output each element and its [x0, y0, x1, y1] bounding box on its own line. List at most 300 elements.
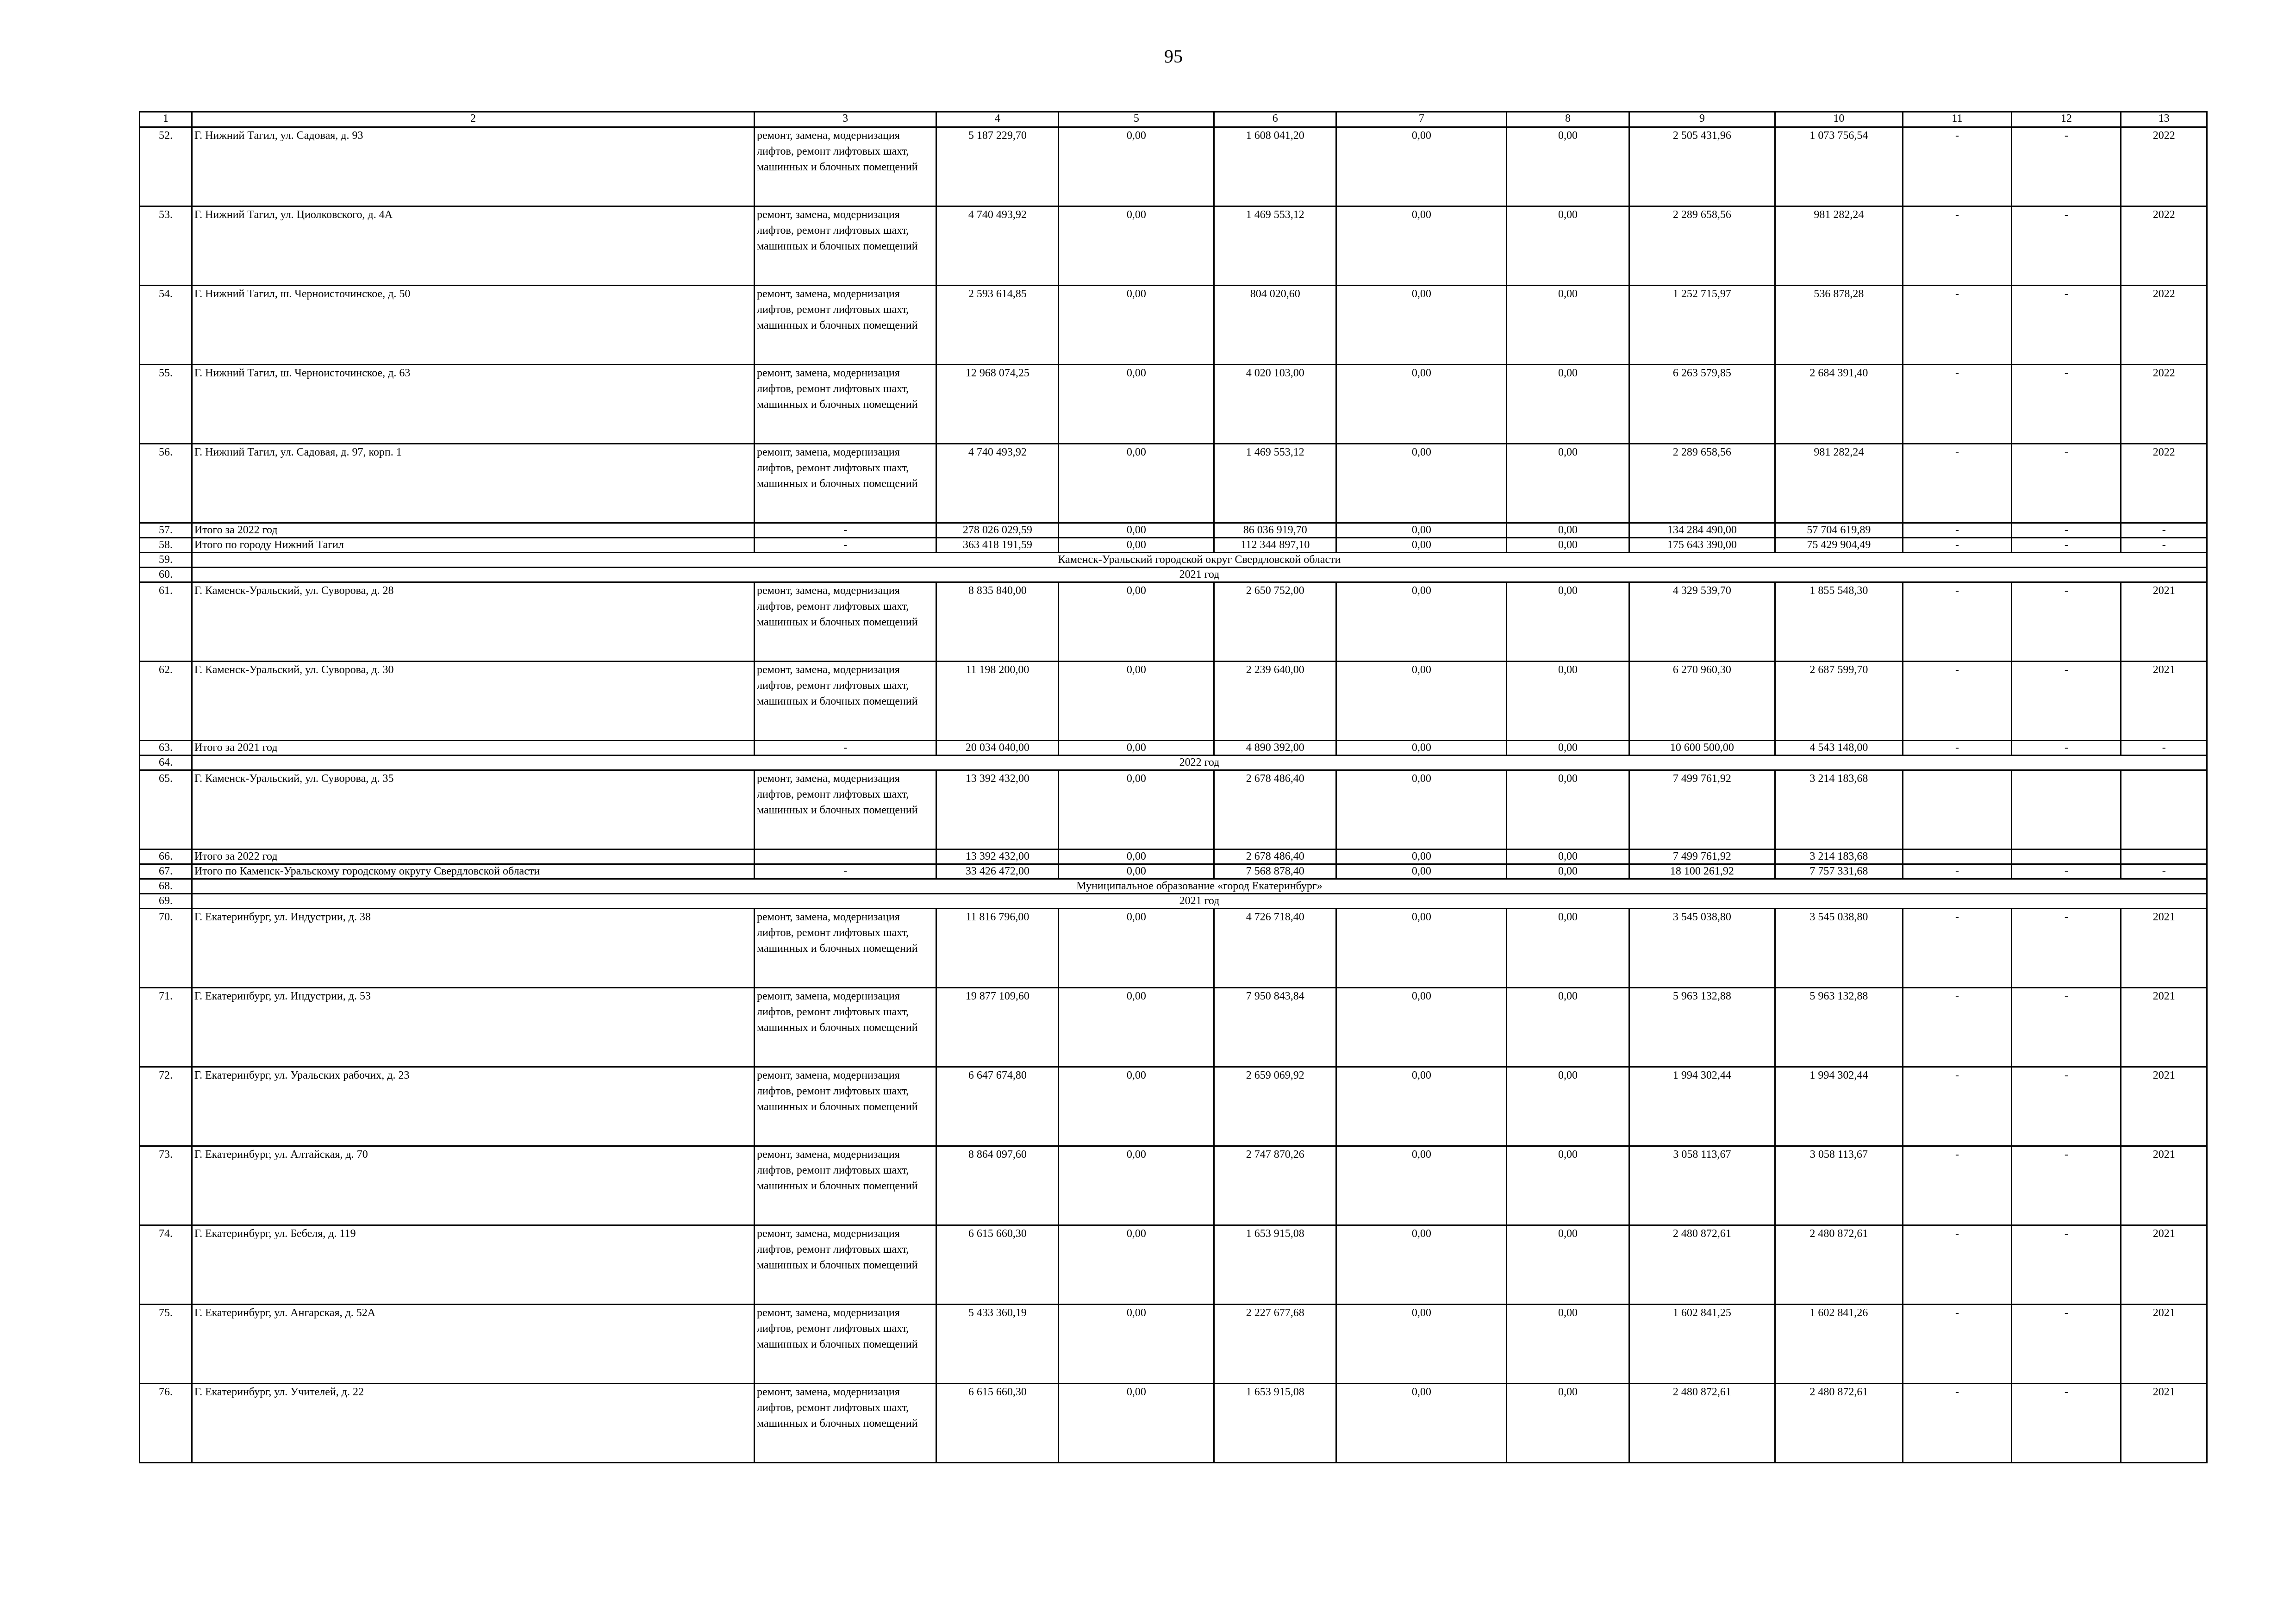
row-number: 68. — [140, 879, 192, 894]
table-row — [140, 1225, 2207, 1305]
fund-regional: 2 678 486,40 — [1214, 849, 1336, 864]
fund-operator: 1 602 841,26 — [1775, 1305, 1903, 1384]
fund-federal: 0,00 — [1059, 365, 1214, 444]
col-12: - — [2012, 741, 2121, 756]
address: Г. Екатеринбург, ул. Учителей, д. 22 — [192, 1384, 754, 1463]
fund-regional: 2 659 069,92 — [1214, 1067, 1336, 1146]
fund-other: 0,00 — [1507, 1225, 1629, 1305]
row-number: 53. — [140, 206, 192, 286]
fund-regional: 2 227 677,68 — [1214, 1305, 1336, 1384]
column-number: 8 — [1507, 112, 1629, 127]
total-cost: 4 740 493,92 — [936, 206, 1059, 286]
table-row — [140, 1067, 2207, 1146]
total-cost: 8 835 840,00 — [936, 582, 1059, 662]
col-12: - — [2012, 1225, 2121, 1305]
column-number-row — [140, 112, 2207, 127]
fund-owners: 2 505 431,96 — [1629, 127, 1775, 206]
table-body — [140, 112, 2207, 1463]
fund-other: 0,00 — [1507, 127, 1629, 206]
fund-other: 0,00 — [1507, 770, 1629, 849]
address: Итого по городу Нижний Тагил — [192, 538, 754, 553]
year: 2021 — [2121, 1146, 2207, 1225]
col-12: - — [2012, 1067, 2121, 1146]
row-number: 55. — [140, 365, 192, 444]
fund-operator: 981 282,24 — [1775, 444, 1903, 523]
fund-owners: 2 289 658,56 — [1629, 206, 1775, 286]
fund-regional: 1 653 915,08 — [1214, 1384, 1336, 1463]
row-number: 75. — [140, 1305, 192, 1384]
fund-operator: 2 687 599,70 — [1775, 662, 1903, 741]
fund-regional: 4 020 103,00 — [1214, 365, 1336, 444]
year: 2021 — [2121, 1225, 2207, 1305]
total-cost: 4 740 493,92 — [936, 444, 1059, 523]
col-11: - — [1903, 909, 2012, 988]
fund-federal: 0,00 — [1059, 1384, 1214, 1463]
fund-other: 0,00 — [1507, 1305, 1629, 1384]
total-cost: 6 615 660,30 — [936, 1225, 1059, 1305]
work-type: ремонт, замена, модернизация лифтов, ремонт лифтовых шахт, машинных и блочных помещений — [754, 206, 936, 286]
section-title: Каменск-Уральский городской округ Свердловской области — [192, 553, 2207, 568]
row-number: 56. — [140, 444, 192, 523]
section-row — [140, 879, 2207, 894]
column-number: 9 — [1629, 112, 1775, 127]
fund-local: 0,00 — [1336, 741, 1507, 756]
address: Г. Екатеринбург, ул. Уральских рабочих, д. 23 — [192, 1067, 754, 1146]
fund-owners: 1 994 302,44 — [1629, 1067, 1775, 1146]
year: 2021 — [2121, 582, 2207, 662]
col-11: - — [1903, 444, 2012, 523]
total-cost: 6 615 660,30 — [936, 1384, 1059, 1463]
col-12: - — [2012, 444, 2121, 523]
row-number: 54. — [140, 286, 192, 365]
total-cost: 12 968 074,25 — [936, 365, 1059, 444]
section-row — [140, 568, 2207, 582]
fund-regional: 1 469 553,12 — [1214, 444, 1336, 523]
fund-federal: 0,00 — [1059, 864, 1214, 879]
fund-operator: 1 994 302,44 — [1775, 1067, 1903, 1146]
row-number: 65. — [140, 770, 192, 849]
column-number: 3 — [754, 112, 936, 127]
total-cost: 11 198 200,00 — [936, 662, 1059, 741]
total-cost: 8 864 097,60 — [936, 1146, 1059, 1225]
col-12: - — [2012, 909, 2121, 988]
fund-local: 0,00 — [1336, 864, 1507, 879]
fund-federal: 0,00 — [1059, 206, 1214, 286]
work-type: ремонт, замена, модернизация лифтов, ремонт лифтовых шахт, машинных и блочных помещений — [754, 1146, 936, 1225]
work-type: ремонт, замена, модернизация лифтов, ремонт лифтовых шахт, машинных и блочных помещений — [754, 1067, 936, 1146]
column-number: 10 — [1775, 112, 1903, 127]
fund-other: 0,00 — [1507, 662, 1629, 741]
section-row — [140, 894, 2207, 909]
col-11: - — [1903, 365, 2012, 444]
fund-local: 0,00 — [1336, 1067, 1507, 1146]
fund-other: 0,00 — [1507, 1384, 1629, 1463]
fund-operator: 75 429 904,49 — [1775, 538, 1903, 553]
fund-regional: 4 726 718,40 — [1214, 909, 1336, 988]
fund-local: 0,00 — [1336, 662, 1507, 741]
col-12: - — [2012, 365, 2121, 444]
fund-owners: 18 100 261,92 — [1629, 864, 1775, 879]
fund-federal: 0,00 — [1059, 538, 1214, 553]
fund-regional: 112 344 897,10 — [1214, 538, 1336, 553]
fund-other: 0,00 — [1507, 206, 1629, 286]
fund-federal: 0,00 — [1059, 582, 1214, 662]
fund-local: 0,00 — [1336, 988, 1507, 1067]
year: 2022 — [2121, 444, 2207, 523]
fund-local: 0,00 — [1336, 365, 1507, 444]
fund-federal: 0,00 — [1059, 909, 1214, 988]
address: Г. Екатеринбург, ул. Индустрии, д. 53 — [192, 988, 754, 1067]
year: 2021 — [2121, 662, 2207, 741]
year: 2021 — [2121, 1067, 2207, 1146]
row-number: 60. — [140, 568, 192, 582]
fund-other: 0,00 — [1507, 523, 1629, 538]
fund-owners: 1 602 841,25 — [1629, 1305, 1775, 1384]
fund-operator: 3 058 113,67 — [1775, 1146, 1903, 1225]
year: 2022 — [2121, 127, 2207, 206]
table-row — [140, 662, 2207, 741]
section-title: 2021 год — [192, 894, 2207, 909]
fund-federal: 0,00 — [1059, 1305, 1214, 1384]
row-number: 64. — [140, 756, 192, 770]
column-number: 5 — [1059, 112, 1214, 127]
col-11: - — [1903, 1305, 2012, 1384]
col-12: - — [2012, 127, 2121, 206]
year: 2021 — [2121, 1384, 2207, 1463]
address: Г. Нижний Тагил, ул. Садовая, д. 93 — [192, 127, 754, 206]
work-type: - — [754, 741, 936, 756]
fund-regional: 1 608 041,20 — [1214, 127, 1336, 206]
fund-regional: 86 036 919,70 — [1214, 523, 1336, 538]
section-title: 2021 год — [192, 568, 2207, 582]
fund-owners: 4 329 539,70 — [1629, 582, 1775, 662]
fund-owners: 3 545 038,80 — [1629, 909, 1775, 988]
fund-operator: 7 757 331,68 — [1775, 864, 1903, 879]
fund-federal: 0,00 — [1059, 286, 1214, 365]
fund-federal: 0,00 — [1059, 770, 1214, 849]
fund-federal: 0,00 — [1059, 523, 1214, 538]
fund-operator: 1 073 756,54 — [1775, 127, 1903, 206]
year: 2022 — [2121, 365, 2207, 444]
fund-operator: 5 963 132,88 — [1775, 988, 1903, 1067]
col-12: - — [2012, 523, 2121, 538]
table-row — [140, 444, 2207, 523]
fund-operator: 2 480 872,61 — [1775, 1384, 1903, 1463]
fund-local: 0,00 — [1336, 206, 1507, 286]
column-number: 4 — [936, 112, 1059, 127]
column-number: 7 — [1336, 112, 1507, 127]
fund-regional: 2 239 640,00 — [1214, 662, 1336, 741]
table-row — [140, 1384, 2207, 1463]
fund-other: 0,00 — [1507, 444, 1629, 523]
fund-owners: 7 499 761,92 — [1629, 849, 1775, 864]
work-type: ремонт, замена, модернизация лифтов, ремонт лифтовых шахт, машинных и блочных помещений — [754, 770, 936, 849]
col-12 — [2012, 770, 2121, 849]
year: - — [2121, 523, 2207, 538]
fund-operator: 2 684 391,40 — [1775, 365, 1903, 444]
fund-local: 0,00 — [1336, 1146, 1507, 1225]
fund-local: 0,00 — [1336, 523, 1507, 538]
row-number: 59. — [140, 553, 192, 568]
work-type: ремонт, замена, модернизация лифтов, ремонт лифтовых шахт, машинных и блочных помещений — [754, 127, 936, 206]
fund-owners: 6 263 579,85 — [1629, 365, 1775, 444]
year — [2121, 770, 2207, 849]
fund-owners: 5 963 132,88 — [1629, 988, 1775, 1067]
total-row — [140, 864, 2207, 879]
work-type: ремонт, замена, модернизация лифтов, ремонт лифтовых шахт, машинных и блочных помещений — [754, 1305, 936, 1384]
col-12: - — [2012, 1146, 2121, 1225]
fund-operator: 4 543 148,00 — [1775, 741, 1903, 756]
address: Г. Каменск-Уральский, ул. Суворова, д. 35 — [192, 770, 754, 849]
fund-operator: 1 855 548,30 — [1775, 582, 1903, 662]
col-11: - — [1903, 582, 2012, 662]
total-cost: 278 026 029,59 — [936, 523, 1059, 538]
row-number: 62. — [140, 662, 192, 741]
row-number: 66. — [140, 849, 192, 864]
column-number: 13 — [2121, 112, 2207, 127]
address: Г. Екатеринбург, ул. Индустрии, д. 38 — [192, 909, 754, 988]
fund-owners: 1 252 715,97 — [1629, 286, 1775, 365]
section-title: Муниципальное образование «город Екатеринбург» — [192, 879, 2207, 894]
fund-owners: 2 289 658,56 — [1629, 444, 1775, 523]
col-11: - — [1903, 1225, 2012, 1305]
col-12: - — [2012, 538, 2121, 553]
col-11 — [1903, 770, 2012, 849]
row-number: 57. — [140, 523, 192, 538]
table-row — [140, 286, 2207, 365]
row-number: 52. — [140, 127, 192, 206]
row-number: 61. — [140, 582, 192, 662]
address: Итого за 2022 год — [192, 523, 754, 538]
address: Г. Екатеринбург, ул. Ангарская, д. 52А — [192, 1305, 754, 1384]
fund-federal: 0,00 — [1059, 1146, 1214, 1225]
fund-federal: 0,00 — [1059, 127, 1214, 206]
fund-owners: 3 058 113,67 — [1629, 1146, 1775, 1225]
total-cost: 363 418 191,59 — [936, 538, 1059, 553]
fund-operator: 2 480 872,61 — [1775, 1225, 1903, 1305]
total-cost: 11 816 796,00 — [936, 909, 1059, 988]
work-type: - — [754, 538, 936, 553]
year: - — [2121, 741, 2207, 756]
fund-owners: 7 499 761,92 — [1629, 770, 1775, 849]
fund-federal: 0,00 — [1059, 1225, 1214, 1305]
row-number: 76. — [140, 1384, 192, 1463]
work-type: ремонт, замена, модернизация лифтов, ремонт лифтовых шахт, машинных и блочных помещений — [754, 1384, 936, 1463]
lift-repair-table — [139, 111, 2208, 1463]
address: Г. Нижний Тагил, ул. Садовая, д. 97, корп. 1 — [192, 444, 754, 523]
work-type: ремонт, замена, модернизация лифтов, ремонт лифтовых шахт, машинных и блочных помещений — [754, 662, 936, 741]
work-type: - — [754, 523, 936, 538]
fund-local: 0,00 — [1336, 1225, 1507, 1305]
col-11: - — [1903, 206, 2012, 286]
fund-local: 0,00 — [1336, 538, 1507, 553]
column-number: 1 — [140, 112, 192, 127]
fund-other: 0,00 — [1507, 286, 1629, 365]
year: - — [2121, 538, 2207, 553]
address: Итого за 2021 год — [192, 741, 754, 756]
address: Г. Екатеринбург, ул. Алтайская, д. 70 — [192, 1146, 754, 1225]
col-11 — [1903, 849, 2012, 864]
col-12: - — [2012, 582, 2121, 662]
row-number: 58. — [140, 538, 192, 553]
section-title: 2022 год — [192, 756, 2207, 770]
year: 2021 — [2121, 988, 2207, 1067]
col-12: - — [2012, 662, 2121, 741]
fund-federal: 0,00 — [1059, 988, 1214, 1067]
fund-other: 0,00 — [1507, 1067, 1629, 1146]
fund-federal: 0,00 — [1059, 662, 1214, 741]
page-number: 95 — [1164, 46, 1183, 67]
total-cost: 13 392 432,00 — [936, 770, 1059, 849]
row-number: 70. — [140, 909, 192, 988]
col-12 — [2012, 849, 2121, 864]
year: - — [2121, 864, 2207, 879]
column-number: 11 — [1903, 112, 2012, 127]
table-row — [140, 1305, 2207, 1384]
total-row — [140, 523, 2207, 538]
col-11: - — [1903, 286, 2012, 365]
total-cost: 2 593 614,85 — [936, 286, 1059, 365]
fund-other: 0,00 — [1507, 538, 1629, 553]
fund-regional: 7 950 843,84 — [1214, 988, 1336, 1067]
address: Г. Екатеринбург, ул. Бебеля, д. 119 — [192, 1225, 754, 1305]
col-11: - — [1903, 741, 2012, 756]
fund-operator: 981 282,24 — [1775, 206, 1903, 286]
total-cost: 5 433 360,19 — [936, 1305, 1059, 1384]
col-11: - — [1903, 538, 2012, 553]
col-12: - — [2012, 1305, 2121, 1384]
year: 2022 — [2121, 286, 2207, 365]
fund-local: 0,00 — [1336, 582, 1507, 662]
row-number: 69. — [140, 894, 192, 909]
fund-local: 0,00 — [1336, 1305, 1507, 1384]
work-type: ремонт, замена, модернизация лифтов, ремонт лифтовых шахт, машинных и блочных помещений — [754, 582, 936, 662]
col-11: - — [1903, 1067, 2012, 1146]
fund-other: 0,00 — [1507, 864, 1629, 879]
col-12: - — [2012, 864, 2121, 879]
table-row — [140, 770, 2207, 849]
section-row — [140, 553, 2207, 568]
table-row — [140, 582, 2207, 662]
fund-regional: 2 678 486,40 — [1214, 770, 1336, 849]
work-type: ремонт, замена, модернизация лифтов, ремонт лифтовых шахт, машинных и блочных помещений — [754, 909, 936, 988]
address: Итого по Каменск-Уральскому городскому округу Свердловской области — [192, 864, 754, 879]
total-cost: 33 426 472,00 — [936, 864, 1059, 879]
row-number: 73. — [140, 1146, 192, 1225]
fund-other: 0,00 — [1507, 909, 1629, 988]
year: 2021 — [2121, 909, 2207, 988]
fund-regional: 1 469 553,12 — [1214, 206, 1336, 286]
fund-other: 0,00 — [1507, 582, 1629, 662]
work-type: ремонт, замена, модернизация лифтов, ремонт лифтовых шахт, машинных и блочных помещений — [754, 988, 936, 1067]
col-11: - — [1903, 864, 2012, 879]
col-12: - — [2012, 1384, 2121, 1463]
table-row — [140, 1146, 2207, 1225]
fund-local: 0,00 — [1336, 1384, 1507, 1463]
col-11: - — [1903, 662, 2012, 741]
col-11: - — [1903, 127, 2012, 206]
table-row — [140, 127, 2207, 206]
total-cost: 5 187 229,70 — [936, 127, 1059, 206]
year — [2121, 849, 2207, 864]
table-row — [140, 206, 2207, 286]
fund-regional: 7 568 878,40 — [1214, 864, 1336, 879]
row-number: 74. — [140, 1225, 192, 1305]
fund-federal: 0,00 — [1059, 741, 1214, 756]
fund-other: 0,00 — [1507, 741, 1629, 756]
address: Г. Нижний Тагил, ул. Циолковского, д. 4А — [192, 206, 754, 286]
total-cost: 20 034 040,00 — [936, 741, 1059, 756]
fund-regional: 804 020,60 — [1214, 286, 1336, 365]
work-type: - — [754, 864, 936, 879]
fund-other: 0,00 — [1507, 988, 1629, 1067]
column-number: 2 — [192, 112, 754, 127]
fund-local: 0,00 — [1336, 444, 1507, 523]
column-number: 12 — [2012, 112, 2121, 127]
total-cost: 6 647 674,80 — [936, 1067, 1059, 1146]
table-row — [140, 988, 2207, 1067]
fund-regional: 4 890 392,00 — [1214, 741, 1336, 756]
total-row — [140, 849, 2207, 864]
fund-local: 0,00 — [1336, 849, 1507, 864]
row-number: 72. — [140, 1067, 192, 1146]
fund-local: 0,00 — [1336, 770, 1507, 849]
fund-local: 0,00 — [1336, 286, 1507, 365]
address: Г. Нижний Тагил, ш. Черноисточинское, д. 63 — [192, 365, 754, 444]
col-11: - — [1903, 1384, 2012, 1463]
address: Г. Нижний Тагил, ш. Черноисточинское, д. 50 — [192, 286, 754, 365]
table-row — [140, 909, 2207, 988]
fund-regional: 1 653 915,08 — [1214, 1225, 1336, 1305]
row-number: 63. — [140, 741, 192, 756]
col-12: - — [2012, 988, 2121, 1067]
row-number: 71. — [140, 988, 192, 1067]
work-type: ремонт, замена, модернизация лифтов, ремонт лифтовых шахт, машинных и блочных помещений — [754, 1225, 936, 1305]
work-type: ремонт, замена, модернизация лифтов, ремонт лифтовых шахт, машинных и блочных помещений — [754, 286, 936, 365]
fund-owners: 175 643 390,00 — [1629, 538, 1775, 553]
fund-operator: 3 545 038,80 — [1775, 909, 1903, 988]
fund-owners: 134 284 490,00 — [1629, 523, 1775, 538]
year: 2021 — [2121, 1305, 2207, 1384]
fund-regional: 2 650 752,00 — [1214, 582, 1336, 662]
col-12: - — [2012, 206, 2121, 286]
fund-local: 0,00 — [1336, 127, 1507, 206]
total-cost: 13 392 432,00 — [936, 849, 1059, 864]
fund-operator: 57 704 619,89 — [1775, 523, 1903, 538]
col-11: - — [1903, 1146, 2012, 1225]
fund-owners: 10 600 500,00 — [1629, 741, 1775, 756]
work-type: ремонт, замена, модернизация лифтов, ремонт лифтовых шахт, машинных и блочных помещений — [754, 444, 936, 523]
work-type: ремонт, замена, модернизация лифтов, ремонт лифтовых шахт, машинных и блочных помещений — [754, 365, 936, 444]
column-number: 6 — [1214, 112, 1336, 127]
fund-owners: 2 480 872,61 — [1629, 1384, 1775, 1463]
fund-federal: 0,00 — [1059, 444, 1214, 523]
row-number: 67. — [140, 864, 192, 879]
col-12: - — [2012, 286, 2121, 365]
address: Г. Каменск-Уральский, ул. Суворова, д. 28 — [192, 582, 754, 662]
fund-regional: 2 747 870,26 — [1214, 1146, 1336, 1225]
table-row — [140, 365, 2207, 444]
fund-other: 0,00 — [1507, 1146, 1629, 1225]
total-row — [140, 741, 2207, 756]
fund-local: 0,00 — [1336, 909, 1507, 988]
fund-other: 0,00 — [1507, 365, 1629, 444]
col-11: - — [1903, 988, 2012, 1067]
address: Г. Каменск-Уральский, ул. Суворова, д. 30 — [192, 662, 754, 741]
work-type — [754, 849, 936, 864]
fund-owners: 2 480 872,61 — [1629, 1225, 1775, 1305]
fund-federal: 0,00 — [1059, 849, 1214, 864]
